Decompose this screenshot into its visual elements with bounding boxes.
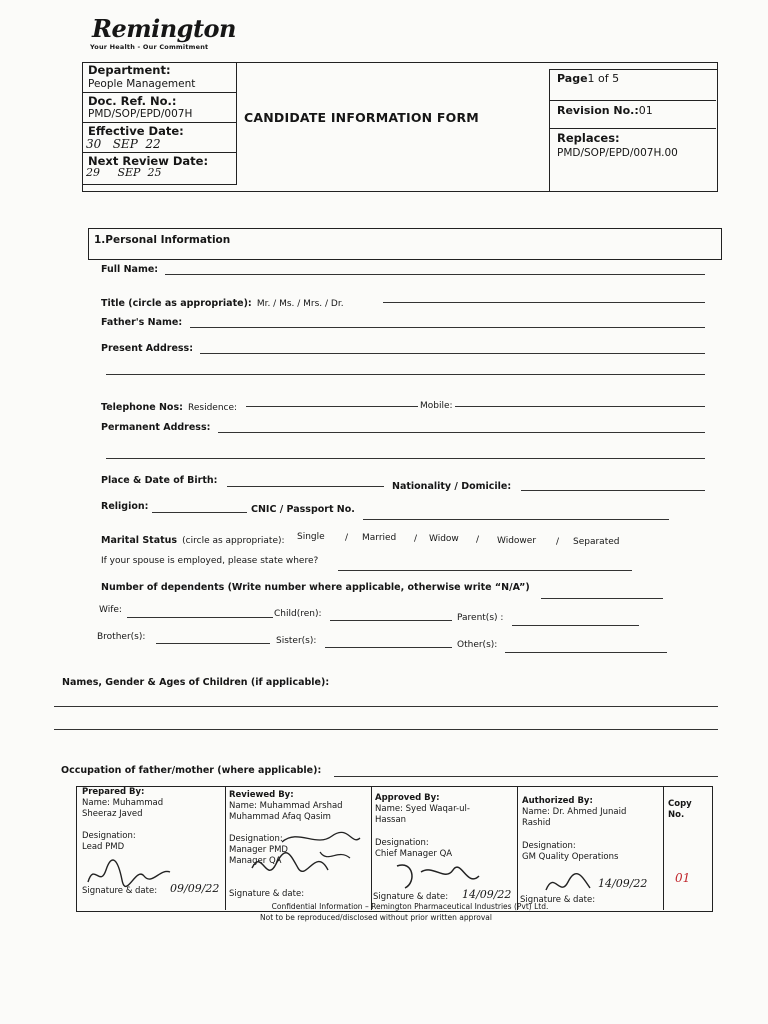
company-logo: Remington [92, 14, 236, 43]
mobile-phone-field[interactable] [455, 406, 705, 407]
religion-label: Religion: [101, 501, 149, 512]
company-tagline: Your Health - Our Commitment [90, 43, 209, 51]
approved-signature [385, 858, 485, 898]
reviewed-heading: Reviewed By: [229, 790, 294, 800]
nationality-label: Nationality / Domicile: [392, 481, 512, 492]
cnic-field[interactable] [363, 519, 669, 520]
separator: / [345, 533, 349, 543]
replaces-value: PMD/SOP/EPD/007H.00 [557, 147, 678, 159]
marital-option-widow[interactable]: Widow [429, 534, 459, 544]
prepared-signature-label: Signature & date: [82, 886, 158, 896]
fathers-name-label: Father's Name: [101, 317, 183, 328]
permanent-address-field[interactable] [218, 432, 705, 433]
wife-field[interactable] [127, 617, 273, 618]
prepared-signature [84, 858, 174, 888]
present-address-field-2[interactable] [106, 374, 705, 375]
dependents-field[interactable] [541, 598, 663, 599]
authorized-designation: GM Quality Operations [522, 852, 619, 862]
copy-number-heading: Copy No. [668, 799, 692, 820]
authorized-name: Name: Dr. Ahmed Junaid Rashid [522, 807, 627, 828]
full-name-field[interactable] [165, 274, 705, 275]
docref-label: Doc. Ref. No.: [88, 94, 177, 108]
divider [517, 786, 518, 910]
separator: / [556, 537, 560, 547]
marital-option-widower[interactable]: Widower [497, 536, 537, 546]
divider [663, 786, 664, 910]
review-date-value: 29 SEP 25 [86, 166, 162, 179]
wife-label: Wife: [99, 605, 122, 615]
reviewed-designation: Manager PMD Manager QA [229, 845, 288, 866]
approved-designation-label: Designation: [375, 838, 429, 848]
header-right-panel [549, 69, 717, 191]
fathers-name-field[interactable] [190, 327, 705, 328]
authorized-designation-label: Designation: [522, 841, 576, 851]
marital-status-label: Marital Status (circle as appropriate): [101, 535, 285, 546]
approved-signature-date: 14/09/22 [462, 888, 512, 901]
divider [82, 152, 236, 153]
telephone-row: Telephone Nos: Residence: [101, 402, 238, 413]
brothers-label: Brother(s): [97, 632, 146, 642]
prepared-designation: Lead PMD [82, 842, 125, 852]
occupation-label: Occupation of father/mother (where applicable): [61, 765, 322, 776]
divider [82, 122, 236, 123]
department-label: Department: [88, 63, 171, 77]
document-title: CANDIDATE INFORMATION FORM [244, 110, 479, 125]
effective-date-label: Effective Date: [88, 124, 184, 138]
present-address-field[interactable] [200, 353, 705, 354]
parents-field[interactable] [512, 625, 639, 626]
cnic-label: CNIC / Passport No. [251, 504, 355, 515]
others-label: Other(s): [457, 640, 498, 650]
full-name-label: Full Name: [101, 264, 159, 275]
reviewed-signature-label: Signature & date: [229, 889, 305, 899]
approved-designation: Chief Manager QA [375, 849, 453, 859]
authorized-signature-date: 14/09/22 [598, 877, 648, 890]
divider [82, 92, 236, 93]
divider [225, 786, 226, 910]
reviewed-designation-label: Designation: [229, 834, 283, 844]
approved-heading: Approved By: [375, 793, 440, 803]
separator: / [476, 535, 480, 545]
parents-label: Parent(s) : [457, 613, 504, 623]
children-field[interactable] [330, 620, 452, 621]
marital-option-separated[interactable]: Separated [573, 537, 620, 547]
spouse-label: If your spouse is employed, please state where? [101, 556, 319, 566]
dependents-label: Number of dependents (Write number where applicable, otherwise write “N/A”) [101, 582, 530, 593]
approved-signature-label: Signature & date: [373, 892, 449, 902]
religion-field[interactable] [152, 512, 247, 513]
children-names-field[interactable] [54, 706, 718, 707]
footer-confidential: Confidential Information – Remington Pharmaceutical Industries (Pvt) Ltd. [271, 902, 549, 911]
prepared-signature-date: 09/09/22 [170, 882, 220, 895]
place-dob-label: Place & Date of Birth: [101, 475, 218, 486]
sisters-field[interactable] [325, 647, 452, 648]
marital-option-married[interactable]: Married [362, 533, 397, 543]
department-value: People Management [88, 78, 196, 90]
authorized-signature-label: Signature & date: [520, 895, 596, 905]
children-names-label: Names, Gender & Ages of Children (if applicable): [62, 677, 330, 688]
reviewed-signatures [232, 808, 367, 890]
copy-number-value: 01 [675, 871, 691, 885]
divider [549, 128, 716, 129]
docref-value: PMD/SOP/EPD/007H [88, 108, 193, 120]
authorized-heading: Authorized By: [522, 796, 593, 806]
title-field[interactable] [383, 302, 705, 303]
prepared-name: Name: Muhammad Sheeraz Javed [82, 798, 164, 819]
sisters-label: Sister(s): [276, 636, 317, 646]
residence-phone-field[interactable] [246, 406, 418, 407]
separator: / [414, 534, 418, 544]
mobile-label: Mobile: [420, 401, 453, 411]
review-date-label: Next Review Date: [88, 154, 209, 168]
approved-name: Name: Syed Waqar-ul- Hassan [375, 804, 470, 825]
permanent-address-label: Permanent Address: [101, 422, 211, 433]
prepared-heading: Prepared By: [82, 787, 145, 797]
marital-option-single[interactable]: Single [297, 532, 325, 542]
nationality-field[interactable] [521, 490, 705, 491]
divider [371, 786, 372, 910]
permanent-address-field-2[interactable] [106, 458, 705, 459]
present-address-label: Present Address: [101, 343, 193, 354]
divider [549, 100, 716, 101]
occupation-field[interactable] [334, 776, 718, 777]
spouse-field[interactable] [338, 570, 632, 571]
page-number: Page1 of 5 [557, 72, 620, 85]
section-title: 1.Personal Information [94, 234, 231, 246]
title-row: Title (circle as appropriate): Mr. / Ms. / Mrs. / Dr. [101, 298, 344, 309]
prepared-designation-label: Designation: [82, 831, 136, 841]
replaces-label: Replaces: [557, 131, 620, 145]
footer-approval-note: Not to be reproduced/disclosed without prior written approval [260, 913, 492, 922]
children-names-field-2[interactable] [54, 729, 718, 730]
children-label: Child(ren): [274, 609, 322, 619]
brothers-field[interactable] [156, 643, 270, 644]
authorized-signature [540, 868, 600, 900]
place-dob-field[interactable] [227, 486, 384, 487]
revision-number: Revision No.:01 [557, 104, 653, 117]
reviewed-name: Name: Muhammad Arshad Muhammad Afaq Qasim [229, 801, 343, 822]
effective-date-value: 30 SEP 22 [86, 137, 161, 151]
others-field[interactable] [505, 652, 667, 653]
